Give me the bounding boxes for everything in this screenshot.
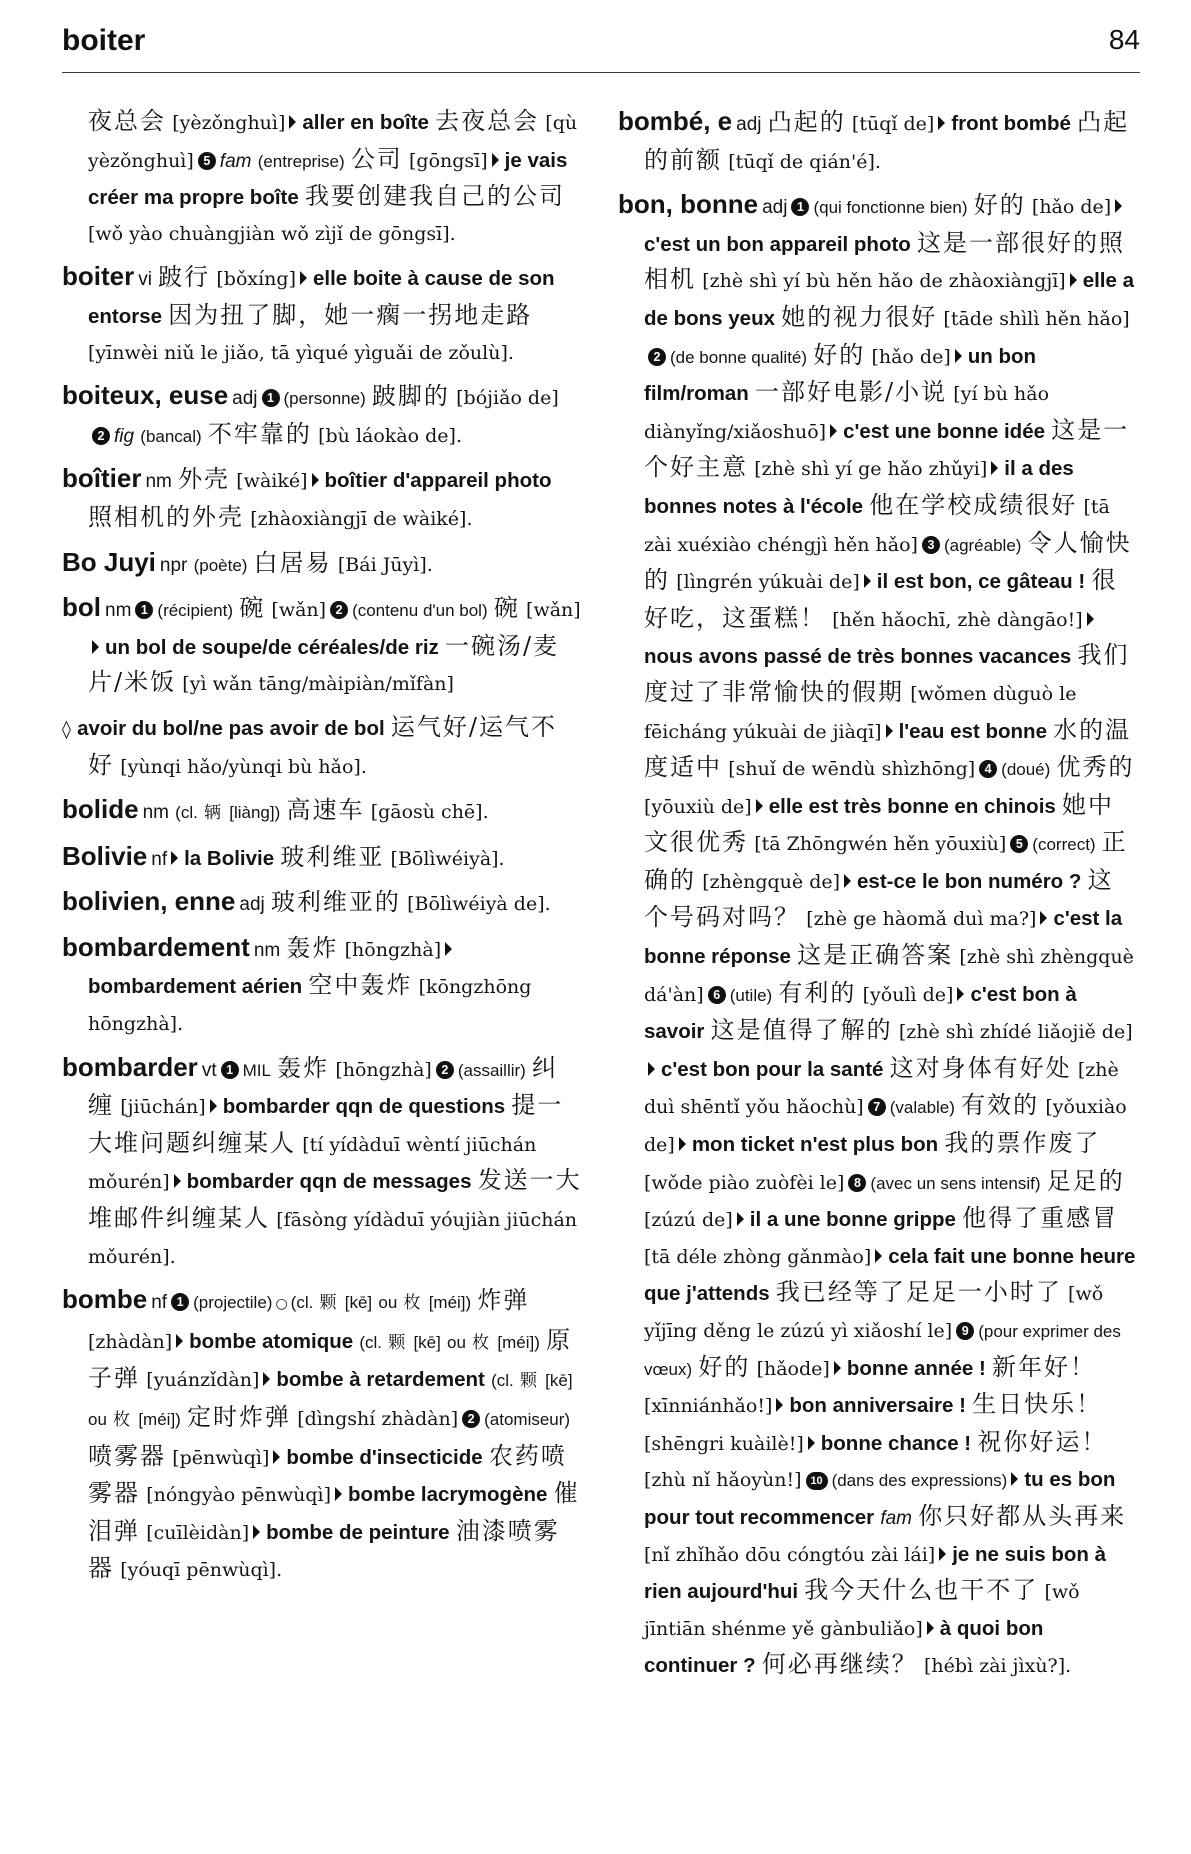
arrow-icon: [445, 942, 452, 956]
sense-number-icon: 10: [806, 1472, 828, 1490]
headword: bombardement: [62, 931, 250, 962]
sense-number-icon: 9: [956, 1322, 974, 1340]
entry-bombarder: bombarder vt 1 MIL 轰炸 [hōngzhà] 2 (assaillir) 纠缠 [jiūchán] bombarder qqn de questions 提一大堆问题纠缠某人 [tí yídàduī wèntí jiūchán mǒurén] bombarder qqn de messages 发送一大堆邮件纠缠某人 [fāsòng yídàduī yóujiàn jiūchán mǒurén].: [62, 1051, 582, 1268]
arrow-icon: [756, 799, 763, 813]
entry-bombe-adj: bombé, e adj 凸起的 [tūqǐ de] front bombé 凸起的前额 [tūqǐ de qián'é].: [618, 106, 1130, 174]
arrow-icon: [938, 116, 945, 130]
sense-number-icon: 1: [171, 1293, 189, 1311]
arrow-icon: [679, 1137, 686, 1151]
arrow-icon: [92, 640, 99, 654]
arrow-icon: [830, 424, 837, 438]
sense-number-icon: 8: [848, 1174, 866, 1192]
entry-bombardement: bombardement nm 轰炸 [hōngzhà]bombardement aérien 空中轰炸 [kōngzhōng hōngzhà].: [62, 931, 532, 1036]
entry-boiteux: boiteux, euse adj 1 (personne) 跛脚的 [bójiǎo de]2 fig (bancal) 不牢靠的 [bù láokào de].: [62, 380, 559, 448]
entry-bolivie: Bolivie nf la Bolivie 玻利维亚 [Bōlìwéiyà].: [62, 840, 505, 871]
arrow-icon: [312, 473, 319, 487]
diamond-icon: ◊: [62, 718, 71, 740]
arrow-icon: [864, 574, 871, 588]
headword: bombé, e: [618, 106, 733, 136]
arrow-icon: [273, 1450, 280, 1464]
sense-number-icon: 5: [1010, 835, 1028, 853]
headword: bolivien, enne: [62, 886, 236, 917]
entry-bombe: bombe nf 1 (projectile) ○ (cl. 颗 [kē] ou 枚 [méi]) 炸弹 [zhàdàn] bombe atomique (cl. 颗 [kē] ou 枚 [méi]) 原子弹 [yuánzǐdàn] bombe à retardement (cl. 颗 [kē] ou 枚 [méi]) 定时炸弹 [dìngshí zhàdàn] 2 (atomiseur) 喷雾器 [pēnwùqì] bombe d'insecticide 农药喷雾器 [nóngyào pēnwùqì] bombe lacrymogène 催泪弹 [cuīlèidàn] bombe de peinture 油漆喷雾器 [yóuqī pēnwùqì].: [62, 1284, 580, 1583]
arrow-icon: [176, 1334, 183, 1348]
left-column: [62, 104, 582, 1596]
sense-number-icon: 7: [868, 1098, 886, 1116]
headword: bol: [62, 592, 101, 623]
entry-boitier: boîtier nm 外壳 [wàiké] boîtier d'appareil photo 照相机的外壳 [zhàoxiàngjī de wàiké].: [62, 463, 552, 531]
sense-number-icon: 1: [262, 389, 280, 407]
sense-number-icon: 2: [436, 1061, 454, 1079]
sense-number-icon: 6: [708, 986, 726, 1004]
arrow-icon: [1115, 199, 1122, 213]
entry-boite-continued: 夜总会 [yèzǒnghuì] aller en boîte 去夜总会 [qù yèzǒnghuì] 5 fam (entreprise) 公司 [gōngsī] je vais créer ma propre boîte 我要创建我自己的公司 [wǒ yào chuàngjiàn wǒ zìjǐ de gōngsī].: [88, 107, 578, 245]
arrow-icon: [210, 1099, 217, 1113]
arrow-icon: [776, 1398, 783, 1412]
arrow-icon: [263, 1372, 270, 1386]
page-number: 84: [1108, 24, 1140, 55]
arrow-icon: [737, 1212, 744, 1226]
arrow-icon: [1040, 911, 1047, 925]
entry-bolivien: bolivien, enne adj 玻利维亚的 [Bōlìwéiyà de].: [62, 886, 551, 917]
entry-boiter: boiter vi 跛行 [bǒxíng] elle boite à cause de son entorse 因为扭了脚，她一瘸一拐地走路 [yīnwèi niǔ le jiǎo, tā yìqué yìguǎi de zǒulù].: [62, 261, 555, 364]
headword: bolide: [62, 794, 139, 825]
arrow-icon: [957, 987, 964, 1001]
headword: bombarder: [62, 1051, 198, 1082]
sense-number-icon: 2: [648, 348, 666, 366]
sense-number-icon: 2: [92, 427, 110, 445]
arrow-icon: [174, 1174, 181, 1188]
entry-bolide: bolide nm (cl. 辆 [liàng]) 高速车 [gāosù chē].: [62, 794, 489, 825]
entry-bo-juyi: Bo Juyi npr (poète) 白居易 [Bái Jūyì].: [62, 546, 433, 577]
arrow-icon: [834, 1361, 841, 1375]
arrow-icon: [808, 1436, 815, 1450]
sense-number-icon: 3: [922, 536, 940, 554]
headword: bombe: [62, 1284, 148, 1315]
sense-number-icon: 1: [135, 601, 153, 619]
entry-bol: bol nm 1 (récipient) 碗 [wǎn] 2 (contenu d'un bol) 碗 [wǎn]un bol de soupe/de céréales/de riz 一碗汤/麦片/米饭 [yì wǎn tāng/màipiàn/mǐfàn]: [62, 592, 581, 697]
arrow-icon: [335, 1487, 342, 1501]
arrow-icon: [875, 1249, 882, 1263]
headword: bon, bonne: [618, 189, 759, 220]
page-header: [62, 14, 1140, 73]
headword: boîtier: [62, 463, 142, 494]
arrow-icon: [991, 461, 998, 475]
arrow-icon: [289, 115, 296, 129]
right-column: [618, 104, 1138, 1692]
arrow-icon: [648, 1062, 655, 1076]
entry-bon: bon, bonne adj 1 (qui fonctionne bien) 好的 [hǎo de]c'est un bon appareil photo 这是一部很好的照相机 [zhè shì yí bù hěn hǎo de zhàoxiàngjī] elle a de bons yeux 她的视力很好 [tāde shìlì hěn hǎo]2 (de bonne qualité) 好的 [hǎo de] un bon film/roman 一部好电影/小说 [yí bù hǎo diànyǐng/xiǎoshuō] c'est une bonne idée 这是一个好主意 [zhè shì yí ge hǎo zhǔyi] il a des bonnes notes à l'école 他在学校成绩很好 [tā zài xuéxiào chéngjì hěn hǎo] 3 (agréable) 令人愉快的 [lìngrén yúkuài de] il est bon, ce gâteau ! 很好吃，这蛋糕！ [hěn hǎochī, zhè dàngāo!]nous avons passé de très bonnes vacances 我们度过了非常愉快的假期 [wǒmen dùguò le fēicháng yúkuài de jiàqī] l'eau est bonne 水的温度适中 [shuǐ de wēndù shìzhōng] 4 (doué) 优秀的 [yōuxiù de] elle est très bonne en chinois 她中文很优秀 [tā Zhōngwén hěn yōuxiù] 5 (correct) 正确的 [zhèngquè de] est-ce le bon numéro ? 这个号码对吗？ [zhè ge hàomǎ duì ma?] c'est la bonne réponse 这是正确答案 [zhè shì zhèngquè dá'àn] 6 (utile) 有利的 [yǒulì de] c'est bon à savoir 这是值得了解的 [zhè shì zhídé liǎojiě de]c'est bon pour la santé 这对身体有好处 [zhè duì shēntǐ yǒu hǎochù] 7 (valable) 有效的 [yǒuxiào de] mon ticket n'est plus bon 我的票作废了 [wǒde piào zuòfèi le] 8 (avec un sens intensif) 足足的 [zúzú de] il a une bonne grippe 他得了重感冒 [tā déle zhòng gǎnmào] cela fait une bonne heure que j'attends 我已经等了足足一小时了 [wǒ yǐjīng děng le zúzú yì xiǎoshí le] 9 (pour exprimer des vœux) 好的 [hǎode] bonne année ! 新年好！ [xīnniánhǎo!] bon anniversaire ! 生日快乐！ [shēngri kuàilè!] bonne chance ! 祝你好运！ [zhù nǐ hǎoyùn!] 10 (dans des expressions) tu es bon pour tout recommencer fam 你只好都从头再来 [nǐ zhǐhǎo dōu cóngtóu zài lái] je ne suis bon à rien aujourd'hui 我今天什么也干不了 [wǒ jīntiān shénme yě gànbuliǎo] à quoi bon continuer ? 何必再继续？ [hébì zài jìxù?].: [618, 189, 1136, 1679]
arrow-icon: [1087, 612, 1094, 626]
arrow-icon: [1070, 273, 1077, 287]
sense-number-icon: 2: [330, 601, 348, 619]
running-headword: boiter: [62, 24, 146, 57]
arrow-icon: [171, 851, 178, 865]
entry-bol-idiom: ◊ avoir du bol/ne pas avoir de bol 运气好/运气不好 [yùnqi hǎo/yùnqi bù hǎo].: [62, 712, 557, 779]
arrow-icon: [939, 1547, 946, 1561]
headword: Bo Juyi: [62, 546, 156, 577]
sense-number-icon: 1: [221, 1061, 239, 1079]
arrow-icon: [927, 1621, 934, 1635]
headword: Bolivie: [62, 840, 148, 871]
dictionary-columns: [62, 104, 1140, 1844]
arrow-icon: [886, 724, 893, 738]
arrow-icon: [492, 153, 499, 167]
arrow-icon: [1011, 1472, 1018, 1486]
sense-number-icon: 2: [462, 1410, 480, 1428]
headword: boiteux, euse: [62, 380, 229, 411]
arrow-icon: [300, 271, 307, 285]
headword: boiter: [62, 261, 135, 292]
arrow-icon: [844, 874, 851, 888]
arrow-icon: [955, 349, 962, 363]
sense-number-icon: 4: [979, 760, 997, 778]
sense-number-icon: 5: [198, 152, 216, 170]
bullet-circle-icon: ○: [275, 1296, 288, 1313]
sense-number-icon: 1: [791, 198, 809, 216]
arrow-icon: [253, 1525, 260, 1539]
